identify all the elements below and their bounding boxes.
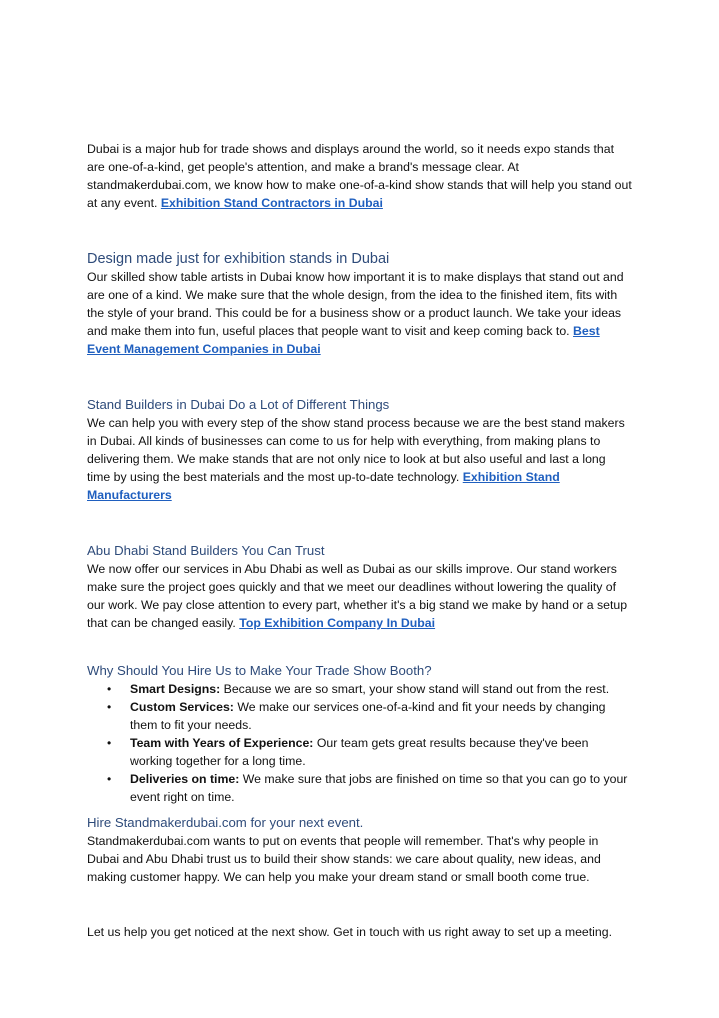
section-paragraph	[87, 414, 632, 504]
why-heading: Why Should You Hire Us to Make Your Trade Show Booth?	[87, 663, 432, 678]
closing-paragraph: Let us help you get noticed at the next show. Get in touch with us right away to set up a meeting.	[87, 925, 612, 939]
section-text: We now offer our services in Abu Dhabi as well as Dubai as our skills improve. Our stand workers make sure the project goes quickly and that we meet our deadlines without lowering the quality of our work. We pay close attention to every part, whether it's a big stand we make by hand or a setup that can be changed easily.	[87, 562, 628, 630]
section-link[interactable]: Best Event Management Companies in Dubai	[87, 324, 600, 356]
bullet-title: Custom Services:	[130, 700, 234, 714]
bullet-text: Because we are so smart, your show stand will stand out from the rest.	[223, 682, 610, 696]
intro-text: Dubai is a major hub for trade shows and displays around the world, so it needs expo stands that are one-of-a-kind, get people's attention, and make a brand's message clear. At standmakerdubai.com, we know how to make one-of-a-kind show stands that will help you stand out at any event.	[87, 142, 632, 210]
bullet-text: We make our services one-of-a-kind and fit your needs by changing them to fit your needs.	[130, 700, 606, 732]
bullet-item	[87, 734, 632, 770]
bullet-item	[87, 698, 632, 734]
section-link[interactable]: Exhibition Stand Manufacturers	[87, 470, 560, 502]
why-bullet-list	[87, 680, 632, 806]
hire-paragraph: Standmakerdubai.com wants to put on events that people will remember. That's why people in Dubai and Abu Dhabi trust us to build their show stands: we care about quality, new ideas, and making customer happy. We can help you make your dream stand or small booth come true.	[87, 834, 601, 884]
bullet-text: Our team gets great results because they've been working together for a long time.	[130, 736, 589, 768]
bullet-text: We make sure that jobs are finished on time so that you can go to your event right on time.	[130, 772, 628, 804]
bullet-title: Deliveries on time:	[130, 772, 240, 786]
section-heading: Stand Builders in Dubai Do a Lot of Different Things	[87, 397, 390, 412]
section-text: Our skilled show table artists in Dubai know how important it is to make displays that stand out and are one of a kind. We make sure that the whole design, from the idea to the finished item, fits with the style of your brand. This could be for a business show or a product launch. We take your ideas and make them into fun, useful places that people want to visit and keep coming back to.	[87, 270, 624, 338]
intro-paragraph	[87, 140, 632, 212]
bullet-icon: •	[107, 736, 112, 750]
bullet-title: Smart Designs:	[130, 682, 221, 696]
section-text: We can help you with every step of the show stand process because we are the best stand makers in Dubai. All kinds of businesses can come to us for help with everything, from making plans to delivering them. We make stands that are not only nice to look at but also useful and last a long time by using the best materials and the most up-to-date technology.	[87, 416, 625, 484]
section-link[interactable]: Top Exhibition Company In Dubai	[239, 616, 436, 630]
section-paragraph	[87, 268, 632, 358]
bullet-title: Team with Years of Experience:	[130, 736, 314, 750]
bullet-item	[87, 770, 632, 806]
bullet-icon: •	[107, 700, 112, 714]
bullet-icon: •	[107, 682, 112, 696]
section-paragraph	[87, 560, 632, 632]
hire-heading: Hire Standmakerdubai.com for your next event.	[87, 815, 364, 830]
section-heading: Abu Dhabi Stand Builders You Can Trust	[87, 543, 325, 558]
intro-link[interactable]: Exhibition Stand Contractors in Dubai	[160, 196, 383, 210]
bullet-icon: •	[107, 772, 112, 786]
bullet-item	[87, 680, 632, 698]
section-heading: Design made just for exhibition stands in Dubai	[87, 251, 390, 267]
document-body	[87, 140, 632, 941]
